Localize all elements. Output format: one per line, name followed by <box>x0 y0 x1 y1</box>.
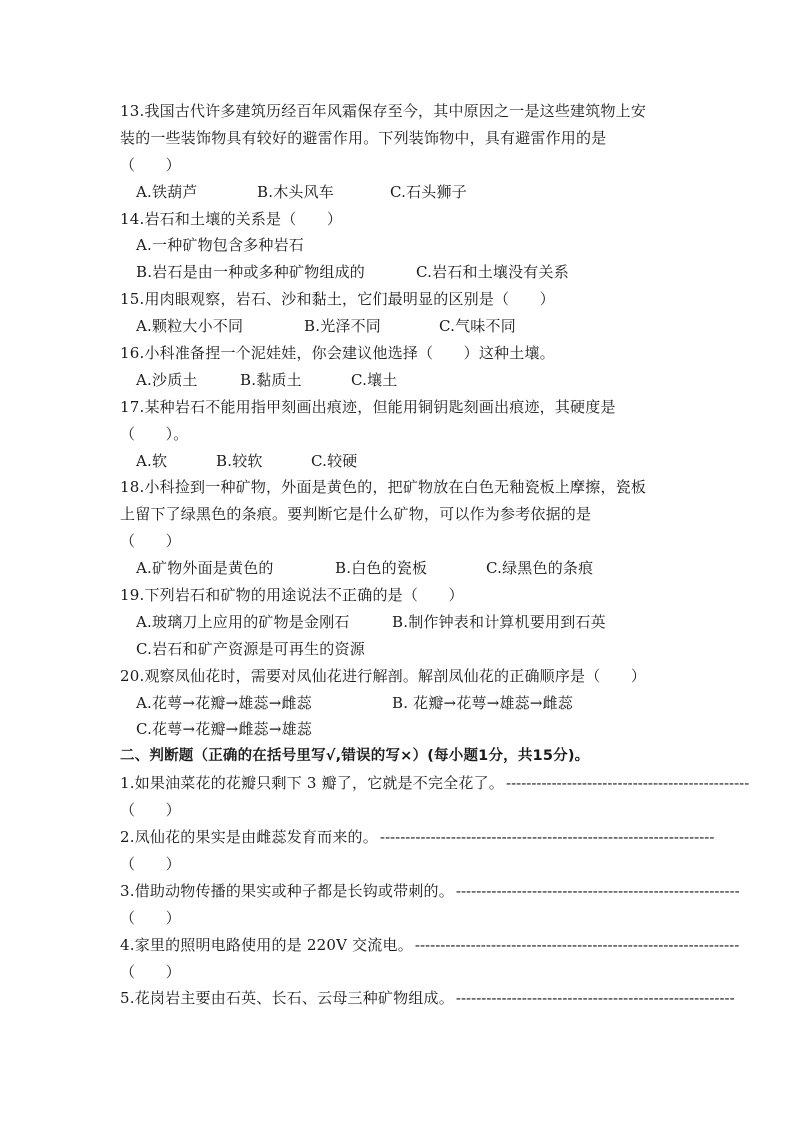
option-c: C.壤土 <box>351 370 398 389</box>
tf-statement: 2.凤仙花的果实是由雌蕊发育而来的。 <box>120 828 378 847</box>
tf-statement-row <box>120 878 740 905</box>
option-b: B.光泽不同 <box>304 317 381 336</box>
option-a: A.玻璃刀上应用的矿物是金刚石 <box>136 612 350 631</box>
option-c: C.岩石和土壤没有关系 <box>416 263 569 282</box>
question-19 <box>120 582 680 663</box>
answer-paren: （ ） <box>120 532 181 551</box>
question-15 <box>120 286 680 340</box>
option-a: A.颗粒大小不同 <box>136 317 244 336</box>
tf-statement-row <box>120 824 715 851</box>
options-row <box>120 232 680 259</box>
answer-paren: （ ） <box>120 962 181 981</box>
options-row <box>120 179 680 206</box>
option-b: B. 花瓣→花萼→雄蕊→雌蕊 <box>392 693 574 712</box>
question-text: 上留下了绿黑色的条痕。要判断它是什么矿物，可以作为参考依据的是 <box>120 505 592 524</box>
leader-dashes: ---------------------------------------------------------------- <box>414 935 740 954</box>
question-17 <box>120 394 680 475</box>
question-text: 16.小科准备捏一个泥娃娃，你会建议他选择（ ）这种土壤。 <box>120 344 555 363</box>
exam-content <box>120 98 750 1012</box>
option-c: C.花萼→花瓣→雌蕊→雄蕊 <box>136 720 313 739</box>
option-a: A.铁葫芦 <box>136 182 198 201</box>
options-row <box>120 259 680 286</box>
option-a: A.沙质土 <box>136 370 198 389</box>
option-b: B.黏质土 <box>240 370 302 389</box>
option-a: A.矿物外面是黄色的 <box>136 559 274 578</box>
options-row <box>120 690 680 717</box>
option-b: B.制作钟表和计算机要用到石英 <box>392 612 606 631</box>
question-14 <box>120 206 680 287</box>
answer-paren: （ ） <box>120 854 181 873</box>
section-heading: 二、判断题（正确的在括号里写√,错误的写×）(每小题1分，共15分)。 <box>120 748 590 765</box>
tf-statement-row <box>120 770 750 797</box>
option-a: A.花萼→花瓣→雄蕊→雌蕊 <box>136 693 312 712</box>
options-row <box>120 609 680 636</box>
option-c: C.石头狮子 <box>390 182 467 201</box>
options-row <box>120 555 680 582</box>
tf-item-3 <box>120 878 740 932</box>
answer-paren: （ ）。 <box>120 424 189 443</box>
leader-dashes: ------------------------------------------------------- <box>455 989 735 1008</box>
option-b: B.木头风车 <box>257 182 334 201</box>
question-16 <box>120 340 680 394</box>
options-row <box>120 636 680 663</box>
answer-paren: （ ） <box>120 908 181 927</box>
options-row <box>120 367 680 394</box>
tf-item-5 <box>120 985 735 1012</box>
question-text: 19.下列岩石和矿物的用途说法不正确的是（ ） <box>120 586 464 605</box>
option-a: A.一种矿物包含多种岩石 <box>136 236 305 255</box>
option-b: B.岩石是由一种或多种矿物组成的 <box>136 263 365 282</box>
option-b: B.较软 <box>216 451 263 470</box>
answer-paren: （ ） <box>120 801 181 820</box>
tf-item-2 <box>120 824 715 878</box>
question-text: 15.用肉眼观察，岩石、沙和黏土，它们最明显的区别是（ ） <box>120 290 555 309</box>
tf-statement: 5.花岗岩主要由石英、长石、云母三种矿物组成。 <box>120 989 454 1008</box>
leader-dashes: ------------------------------------------------ <box>506 774 750 793</box>
option-c: C.绿黑色的条痕 <box>486 559 594 578</box>
tf-statement: 4.家里的照明电路使用的是 220V 交流电。 <box>120 935 413 954</box>
tf-statement: 1.如果油菜花的花瓣只剩下 3 瓣了，它就是不完全花了。 <box>120 774 504 793</box>
options-row <box>120 716 680 743</box>
option-b: B.白色的瓷板 <box>335 559 428 578</box>
question-20 <box>120 663 680 744</box>
options-row <box>120 313 680 340</box>
question-text: 14.岩石和土壤的关系是（ ） <box>120 209 343 228</box>
options-row <box>120 448 680 475</box>
option-c: C.岩石和矿产资源是可再生的资源 <box>136 639 365 658</box>
answer-paren: （ ） <box>120 155 181 174</box>
leader-dashes: ------------------------------------------------------------------ <box>379 828 715 847</box>
question-text: 20.观察凤仙花时，需要对凤仙花进行解剖。解剖凤仙花的正确顺序是（ ） <box>120 666 647 685</box>
option-a: A.软 <box>136 451 168 470</box>
option-c: C.较硬 <box>311 451 358 470</box>
section-true-false <box>120 743 750 1012</box>
option-c: C.气味不同 <box>439 317 516 336</box>
tf-item-4 <box>120 932 740 986</box>
tf-statement: 3.借助动物传播的果实或种子都是长钩或带刺的。 <box>120 881 454 900</box>
tf-statement-row <box>120 932 740 959</box>
leader-dashes: -------------------------------------------------------- <box>455 881 740 900</box>
question-13 <box>120 98 680 206</box>
question-18 <box>120 474 680 582</box>
question-text: 13.我国古代许多建筑历经百年风霜保存至今，其中原因之一是这些建筑物上安 <box>120 102 647 120</box>
question-text: 17.某种岩石不能用指甲刻画出痕迹，但能用铜钥匙刻画出痕迹，其硬度是 <box>120 397 616 416</box>
tf-statement-row <box>120 985 735 1012</box>
tf-item-1 <box>120 770 750 824</box>
question-text: 装的一些装饰物具有较好的避雷作用。下列装饰物中，具有避雷作用的是 <box>120 128 607 147</box>
question-text: 18.小科捡到一种矿物，外面是黄色的，把矿物放在白色无釉瓷板上摩擦，瓷板 <box>120 478 647 497</box>
